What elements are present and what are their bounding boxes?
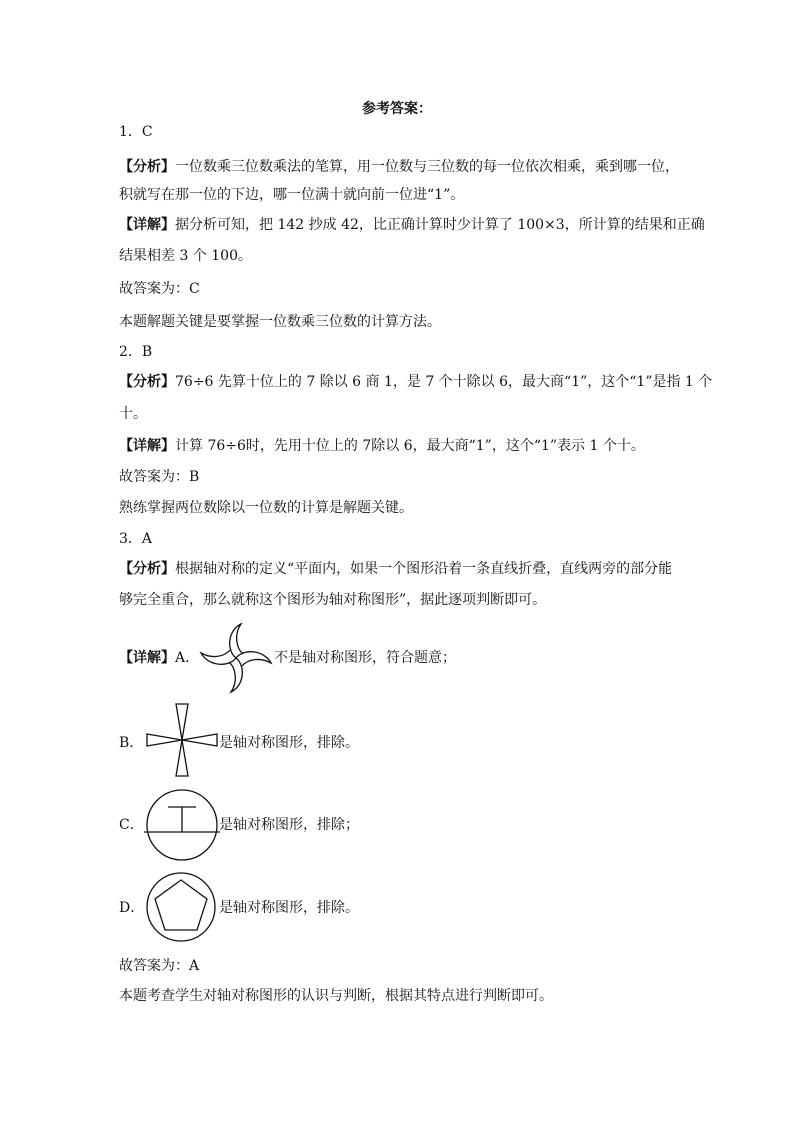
analysis-tag: 【分析】: [119, 561, 175, 577]
pinwheel-crescent-figure: [198, 622, 274, 694]
q1-summary: 本题解题关键是要掌握一位数乘三位数的计算方法。: [119, 314, 441, 330]
q2-analysis-line-2: 十。: [119, 406, 147, 422]
q1-analysis-line-1: [119, 157, 679, 177]
detail-tag: 【详解】: [119, 650, 175, 666]
q3-analysis-line-2: 够完全重合，那么就称这个图形为轴对称图形”，据此逐项判断即可。: [119, 592, 547, 608]
circle-with-line-figure: [142, 788, 222, 862]
analysis-text: 根据轴对称的定义“平面内，如果一个图形沿着一条直线折叠，直线两旁的部分能: [175, 561, 673, 577]
q2-answer: 故答案为：B: [119, 469, 200, 485]
q1-analysis-line-2: 积就写在那一位的下边，哪一位满十就向前一位进“1”。: [119, 187, 465, 203]
analysis-tag: 【分析】: [119, 159, 175, 175]
q3-option-c-label: C．: [119, 817, 144, 833]
detail-tag: 【详解】: [119, 217, 175, 233]
q3-analysis-line-1: [119, 559, 672, 579]
q2-number: 2．B: [119, 344, 153, 360]
analysis-tag: 【分析】: [119, 374, 175, 390]
cross-triangles-figure: [146, 702, 218, 778]
q2-detail-line-1: [119, 436, 645, 456]
answer-key-title: 参考答案：: [362, 101, 432, 117]
detail-text: 据分析可知，把 142 抄成 42，比正确计算时少计算了 100×3，所计算的结果和正确: [175, 217, 705, 233]
analysis-text: 76÷6 先算十位上的 7 除以 6 商 1，是 7 个十除以 6，最大商“1”，这个“1”是指 1 个: [175, 374, 713, 390]
q3-option-d-text: 是轴对称图形，排除。: [219, 900, 359, 916]
q2-analysis-line-1: [119, 372, 712, 392]
q1-number: 1．C: [119, 124, 153, 140]
q3-answer: 故答案为：A: [119, 958, 200, 974]
q1-detail-line-2: 结果相差 3 个 100。: [119, 248, 252, 264]
option-a-label: A．: [175, 650, 200, 666]
detail-text: 计算 76÷6时，先用十位上的 7除以 6，最大商“1”，这个“1”表示 1 个十。: [175, 438, 645, 454]
q3-summary: 本题考查学生对轴对称图形的认识与判断，根据其特点进行判断即可。: [119, 988, 553, 1004]
q3-option-b-label: B．: [119, 735, 144, 751]
q1-detail-line-1: [119, 215, 705, 235]
circle-with-pentagon-figure: [144, 870, 218, 944]
analysis-text: 一位数乘三位数乘法的笔算，用一位数与三位数的每一位依次相乘，乘到哪一位，: [175, 159, 679, 175]
q2-summary: 熟练掌握两位数除以一位数的计算是解题关键。: [119, 500, 413, 516]
q3-option-c-text: 是轴对称图形，排除；: [219, 817, 359, 833]
q3-option-a-text: 不是轴对称图形，符合题意；: [274, 650, 456, 666]
q3-option-a-prefix: [119, 648, 199, 668]
q1-answer: 故答案为：C: [119, 281, 200, 297]
q3-option-d-label: D．: [119, 900, 145, 916]
detail-tag: 【详解】: [119, 438, 175, 454]
q3-option-b-text: 是轴对称图形，排除。: [219, 735, 359, 751]
q3-number: 3．A: [119, 531, 153, 547]
